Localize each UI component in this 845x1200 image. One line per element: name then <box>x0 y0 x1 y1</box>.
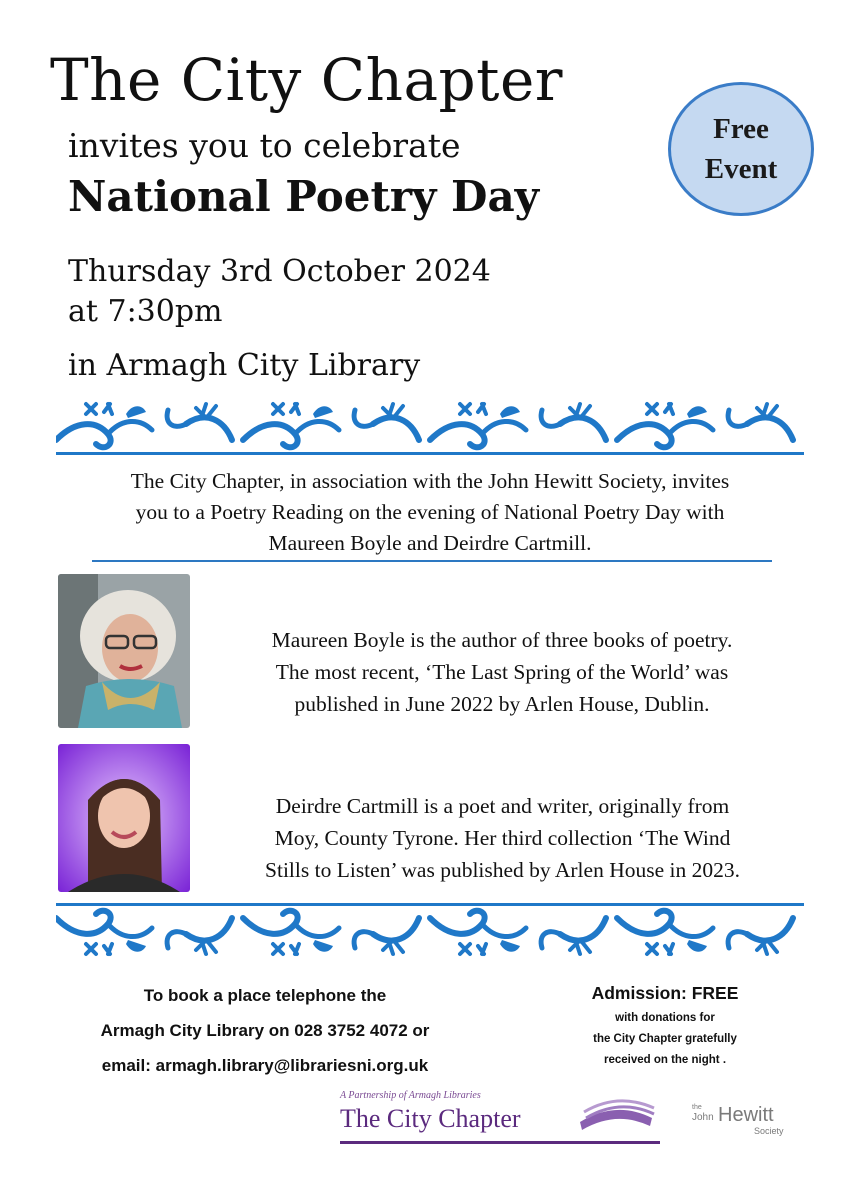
admission-info <box>560 978 770 1071</box>
hewitt-name: Hewitt <box>718 1104 774 1126</box>
intro-line: you to a Poetry Reading on the evening of National Poetry Day with <box>135 500 725 524</box>
admission-title: Admission: FREE <box>591 983 739 1003</box>
event-time: at 7:30pm <box>68 294 223 329</box>
booking-info <box>55 978 475 1083</box>
booking-phone[interactable]: Armagh City Library on 028 3752 4072 or <box>100 1021 430 1040</box>
intro-paragraph <box>56 466 804 559</box>
divider <box>92 560 772 562</box>
logo-tagline: A Partnership of Armagh Libraries <box>340 1090 481 1101</box>
ornamental-border-top <box>56 400 804 458</box>
intro-line: Maureen Boyle and Deirdre Cartmill. <box>268 531 592 555</box>
city-chapter-logo <box>340 1090 660 1148</box>
event-name: National Poetry Day <box>68 172 540 221</box>
bio-line: Maureen Boyle is the author of three books of poetry. <box>271 628 733 652</box>
booking-line: To book a place telephone the <box>143 986 387 1005</box>
logo-underline <box>340 1140 660 1146</box>
hewitt-the: the <box>692 1104 702 1111</box>
bio-line: Stills to Listen’ was published by Arlen House in 2023. <box>265 858 740 882</box>
bio-deirdre-cartmill <box>205 790 800 886</box>
badge-line-2: Event <box>704 153 778 185</box>
booking-email[interactable]: email: armagh.library@librariesni.org.uk <box>101 1056 429 1075</box>
hewitt-society: Society <box>754 1126 784 1136</box>
bio-line: Deirdre Cartmill is a poet and writer, originally from <box>275 794 730 818</box>
john-hewitt-society-logo <box>692 1104 802 1144</box>
free-event-badge <box>668 82 814 216</box>
admission-line: received on the night . <box>603 1054 727 1066</box>
page-title: The City Chapter <box>50 46 564 114</box>
intro-line: The City Chapter, in association with the John Hewitt Society, invites <box>130 469 730 493</box>
invitation-line: invites you to celebrate <box>68 126 461 165</box>
event-venue: in Armagh City Library <box>68 348 421 383</box>
event-datetime <box>68 252 491 332</box>
bio-line: The most recent, ‘The Last Spring of the World’ was <box>275 660 729 684</box>
logo-name: The City Chapter <box>340 1104 521 1133</box>
photo-maureen-boyle <box>58 574 190 728</box>
bio-line: Moy, County Tyrone. Her third collection ‘The Wind <box>274 826 731 850</box>
admission-line: the City Chapter gratefully <box>593 1033 737 1045</box>
hewitt-john: John <box>692 1112 714 1123</box>
badge-line-1: Free <box>713 113 769 145</box>
photo-deirdre-cartmill <box>58 744 190 892</box>
bio-maureen-boyle <box>212 624 792 720</box>
admission-line: with donations for <box>615 1012 715 1024</box>
event-date: Thursday 3rd October 2024 <box>68 254 491 289</box>
book-icon <box>576 1092 656 1138</box>
bio-line: published in June 2022 by Arlen House, Dublin. <box>294 692 710 716</box>
ornamental-border-bottom <box>56 900 804 958</box>
